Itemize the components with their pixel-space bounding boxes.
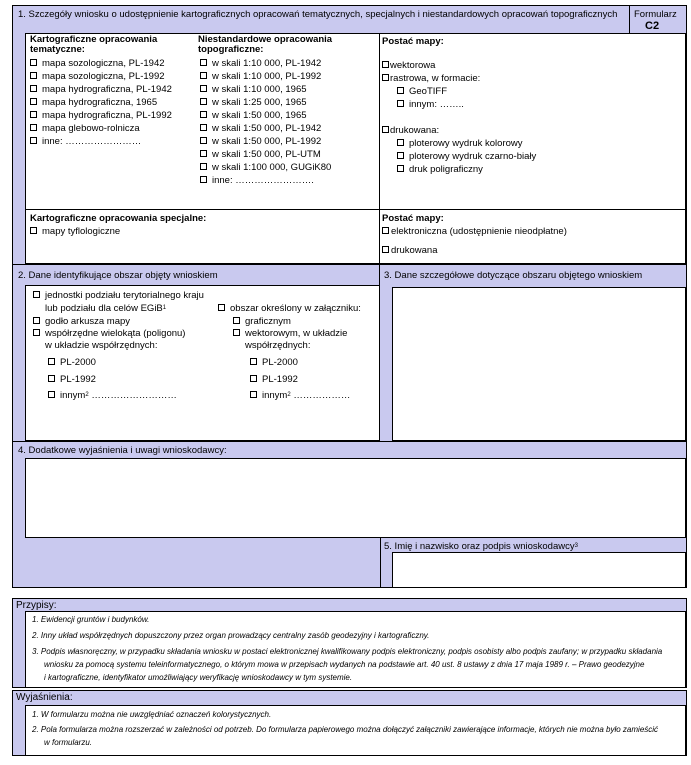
opt-pl2000[interactable]: PL-2000 [48,357,96,368]
checkbox[interactable] [33,329,40,336]
col2-item[interactable]: w skali 1:10 000, PL-1992 [200,71,321,82]
note-2: 2. Pola formularza można rozszerzać w zależności od potrzeb. Do formularza papierowego można dołączyć załączniki zawierające informacje, których nie można było zamieścić [32,725,659,734]
s3-title: 3. Dane szczegółowe dotyczące obszaru objętego wnioskiem [384,270,643,281]
divider [380,538,381,588]
col2-item[interactable]: w skali 1:10 000, PL-1942 [200,58,321,69]
checkbox[interactable] [200,72,207,79]
checkbox[interactable] [30,72,37,79]
opt-tyflo[interactable]: mapy tyflologiczne [30,226,120,237]
opt-innym[interactable]: innym: …….. [397,99,464,110]
checkbox[interactable] [30,137,37,144]
footnote-3-cont: i kartograficzne, identyfikator umożliwiający weryfikację wnioskodawcy w tym systemie. [44,673,353,682]
checkbox[interactable] [33,291,40,298]
checkbox[interactable] [250,375,257,382]
col2-item[interactable]: w skali 1:100 000, GUGiK80 [200,162,331,173]
checkbox[interactable] [397,152,404,159]
form-code: C2 [645,20,660,32]
checkbox[interactable] [382,61,389,68]
s2-title: 2. Dane identyfikujące obszar objęty wnioskiem [18,270,218,281]
opt-pl2000b[interactable]: PL-2000 [250,357,298,368]
opt-drukowana[interactable]: drukowana: [382,125,439,136]
checkbox[interactable] [233,329,240,336]
divider [12,441,687,442]
checkbox[interactable] [48,375,55,382]
opt-innymb[interactable]: innym$^2$ ……………… [250,390,350,401]
checkbox[interactable] [30,111,37,118]
checkbox[interactable] [200,59,207,66]
wyjasnienia-title: Wyjaśnienia: [16,692,73,703]
jednostki-cont: lub podziału dla celów EGiB$^1$ [45,303,167,314]
opt-druk-kolor[interactable]: ploterowy wydruk kolorowy [397,138,523,149]
checkbox[interactable] [48,391,55,398]
s5-title: 5. Imię i nazwisko oraz podpis wnioskodawcy$^3$ [384,541,578,552]
footnote-3: 3. Podpis własnoręczny, w przypadku składania wniosku w postaci elektronicznej kwalifikowany podpis elektroniczny, podpis osobisty albo podpis zaufany; w przypadku składania [32,647,663,656]
col1-item[interactable]: mapa hydrograficzna, PL-1942 [30,84,172,95]
col1-item[interactable]: mapa glebowo-rolnicza [30,123,140,134]
col1-item[interactable]: mapa hydrograficzna, 1965 [30,97,157,108]
checkbox[interactable] [397,100,404,107]
checkbox[interactable] [30,85,37,92]
wektorowym-cont: współrzędnych: [245,340,311,351]
opt-innym[interactable]: innym$^2$ ……………………… [48,390,177,401]
col2-item[interactable]: w skali 1:50 000, PL-1992 [200,136,321,147]
spec-head: Kartograficzne opracowania specjalne: [30,213,207,224]
checkbox[interactable] [200,163,207,170]
checkbox[interactable] [200,98,207,105]
footnote-2: 2. Inny układ współrzędnych dopuszczony przez organ prowadzący centralny zasób geodezyjny i kartograficzny. [32,631,430,640]
checkbox[interactable] [30,124,37,131]
opt-geotiff[interactable]: GeoTIFF [397,86,447,97]
col1-item[interactable]: mapa sozologiczna, PL-1942 [30,58,165,69]
col2-item[interactable]: inne: ……………………. [200,175,314,186]
opt-obszar[interactable]: obszar określony w załączniku: [218,303,361,314]
col1-item[interactable]: inne: …………………… [30,136,141,147]
opt-wektorowym[interactable]: wektorowym, w układzie [233,328,347,339]
checkbox[interactable] [218,304,225,311]
col2-item[interactable]: w skali 1:25 000, 1965 [200,97,307,108]
checkbox[interactable] [200,150,207,157]
opt-wspolrzedne[interactable]: współrzędne wielokąta (poligonu) [33,328,185,339]
checkbox[interactable] [33,317,40,324]
opt-wektorowa[interactable]: wektorowa [382,60,435,71]
opt-druk-poli[interactable]: druk poligraficzny [397,164,483,175]
note-1: 1. W formularzu można nie uwzględniać oznaczeń kolorystycznych. [32,710,272,719]
col2-item[interactable]: w skali 1:10 000, 1965 [200,84,307,95]
opt-drukowana2[interactable]: drukowana [382,245,437,256]
checkbox[interactable] [30,98,37,105]
przypisy-title: Przypisy: [16,600,57,611]
checkbox[interactable] [382,246,389,253]
wspolrzedne-cont: w układzie współrzędnych: [45,340,158,351]
col2-item[interactable]: w skali 1:50 000, 1965 [200,110,307,121]
checkbox[interactable] [382,227,389,234]
s1-title: 1. Szczegóły wniosku o udostępnienie kartograficznych opracowań tematycznych, specjalnych i niestandardowych opracowań topograficznych [18,9,618,20]
opt-rastrowa[interactable]: rastrowa, w formacie: [382,73,480,84]
checkbox[interactable] [30,227,37,234]
col2-head: Niestandardowe opracowania topograficzne: [198,34,333,55]
col1-item[interactable]: mapa hydrograficzna, PL-1992 [30,110,172,121]
col2-item[interactable]: w skali 1:50 000, PL-1942 [200,123,321,134]
checkbox[interactable] [30,59,37,66]
note-2-cont: w formularzu. [44,738,93,747]
checkbox[interactable] [200,124,207,131]
checkbox[interactable] [397,139,404,146]
s4-title: 4. Dodatkowe wyjaśnienia i uwagi wnioskodawcy: [18,445,227,456]
s5-input-box[interactable] [392,552,686,588]
checkbox[interactable] [200,176,207,183]
opt-elektroniczna[interactable]: elektroniczna (udostępnienie nieodpłatne) [382,226,567,237]
opt-graficznym[interactable]: graficznym [233,316,291,327]
checkbox[interactable] [397,165,404,172]
postac-head: Postać mapy: [382,36,444,47]
checkbox[interactable] [200,111,207,118]
postac2-head: Postać mapy: [382,213,444,224]
checkbox[interactable] [233,317,240,324]
checkbox[interactable] [48,358,55,365]
checkbox[interactable] [200,137,207,144]
s3-input-box[interactable] [392,287,686,441]
footnote-1: 1. Ewidencji gruntów i budynków. [32,615,150,624]
opt-jednostki[interactable]: jednostki podziału terytorialnego kraju [33,290,204,301]
col1-item[interactable]: mapa sozologiczna, PL-1992 [30,71,165,82]
checkbox[interactable] [200,85,207,92]
opt-druk-cb[interactable]: ploterowy wydruk czarno-biały [397,151,536,162]
opt-godlo[interactable]: godło arkusza mapy [33,316,130,327]
checkbox[interactable] [250,391,257,398]
col2-item[interactable]: w skali 1:50 000, PL-UTM [200,149,321,160]
footnote-3-cont: wniosku za pomocą systemu teleinformatycznego, o którym mowa w przepisach wydanych na podstawie art. 40 ust. 8 ustawy z dnia 17 maja 1989 r. – Prawo geodezyjne [44,660,645,669]
checkbox[interactable] [382,126,389,133]
s4-input-box[interactable] [25,458,686,538]
opt-pl1992b[interactable]: PL-1992 [250,374,298,385]
form-label: Formularz [634,9,677,20]
divider [12,264,687,265]
checkbox[interactable] [382,74,389,81]
opt-pl1992[interactable]: PL-1992 [48,374,96,385]
checkbox[interactable] [250,358,257,365]
checkbox[interactable] [397,87,404,94]
col1-head: Kartograficzne opracowania tematyczne: [30,34,158,55]
